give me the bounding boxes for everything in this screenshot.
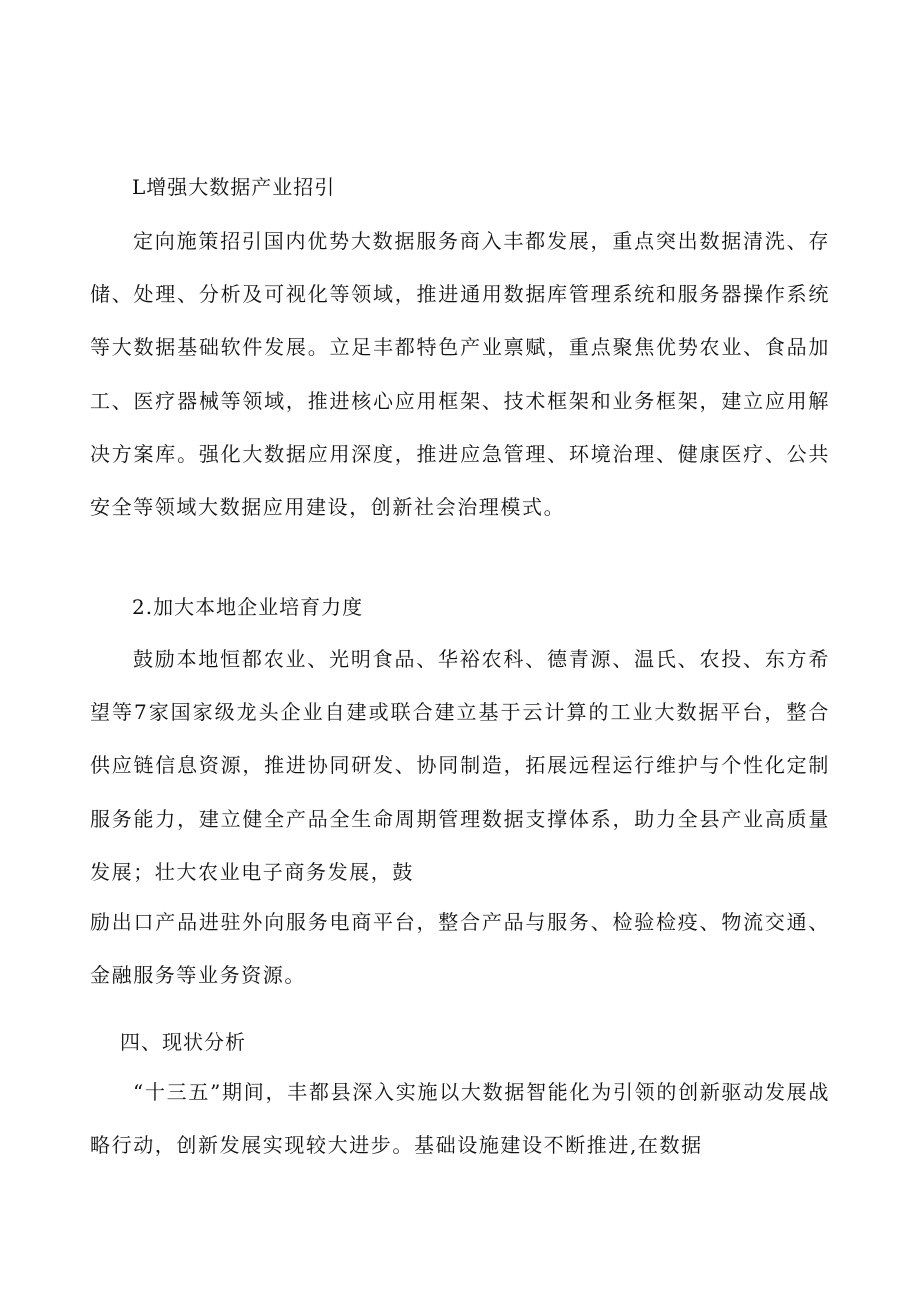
section-heading-2: 2.加大本地企业培育力度 [132,595,364,619]
section-paragraph-2: 鼓励本地恒都农业、光明食品、华裕农科、德青源、温氏、农投、东方希望等7家国家级龙头企业自建或联合建立基于云计算的工业大数据平台，整合供应链信息资源，推进协同研发、协同制造，拓展远程运行维护与个性化定制服务能力，建立健全产品全生命周期管理数据支撑体系，助力全县产业高质量发展；壮大农业电子商务发展，鼓 [90,647,830,884]
section-paragraph-3: “十三五”期间，丰都县深入实施以大数据智能化为引领的创新驱动发展战略行动，创新发展实现较大进步。基础设施建设不断推进,在数据 [90,1080,830,1158]
section-paragraph-1: 定向施策招引国内优势大数据服务商入丰都发展，重点突出数据清洗、存储、处理、分析及可视化等领域，推进通用数据库管理系统和服务器操作系统等大数据基础软件发展。立足丰都特色产业禀赋，重点聚焦优势农业、食品加工、医疗器械等领域，推进核心应用框架、技术框架和业务框架，建立应用解决方案库。强化大数据应用深度，推进应急管理、环境治理、健康医疗、公共安全等领域大数据应用建设，创新社会治理模式。 [90,229,830,520]
section-heading-3: 四、现状分析 [120,1030,246,1054]
section-paragraph-2-continuation: 励出口产品进驻外向服务电商平台，整合产品与服务、检验检疫、物流交通、金融服务等业务资源。 [90,910,830,988]
section-heading-1: L增强大数据产业招引 [132,175,336,199]
